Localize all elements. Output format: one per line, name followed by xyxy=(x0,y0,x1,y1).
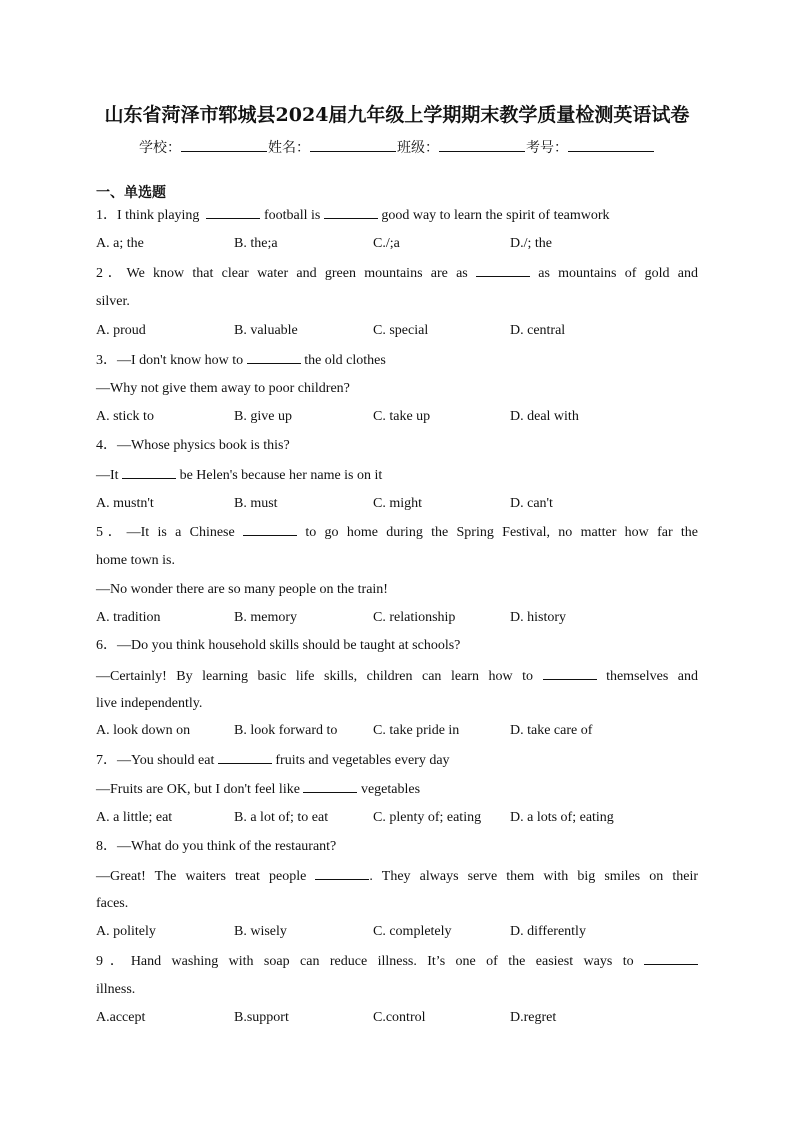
question-5-options xyxy=(96,610,698,626)
question-8-stem: 8．—What do you think of the restaurant? xyxy=(96,839,337,854)
question-9-options xyxy=(96,1010,698,1026)
option-d[interactable]: D. a lots of; eating xyxy=(510,810,614,825)
option-b[interactable]: B. memory xyxy=(234,610,297,625)
option-b[interactable]: B. look forward to xyxy=(234,723,338,738)
question-6-dialogue: —Certainly! By learning basic life skills, children can learn how to themselves and xyxy=(96,669,699,684)
option-c[interactable]: C. plenty of; eating xyxy=(373,810,482,825)
question-1-options xyxy=(96,236,698,252)
option-a[interactable]: A. a; the xyxy=(96,236,144,251)
question-4-dialogue: —It be Helen's because her name is on it xyxy=(96,468,383,483)
question-3-stem: 3．—I don't know how to the old clothes xyxy=(96,353,386,368)
question-2-stem: 2．We know that clear water and green mountains are as as mountains of gold and xyxy=(96,266,698,281)
question-8-dialogue-cont: faces. xyxy=(96,896,129,911)
answer-blank xyxy=(543,668,597,680)
option-b[interactable]: B.support xyxy=(234,1010,289,1025)
answer-blank xyxy=(243,524,297,536)
class-blank[interactable] xyxy=(439,141,525,152)
answer-blank xyxy=(315,868,369,880)
option-d[interactable]: D. differently xyxy=(510,924,586,939)
option-d[interactable]: D./; the xyxy=(510,236,552,251)
option-d[interactable]: D. deal with xyxy=(510,409,579,424)
option-c[interactable]: C. take pride in xyxy=(373,723,460,738)
class-label: 班级： xyxy=(397,140,439,156)
name-label: 姓名： xyxy=(268,140,310,156)
question-6-options xyxy=(96,723,698,739)
page-title: 山东省菏泽市郓城县2024届九年级上学期期末教学质量检测英语试卷 xyxy=(104,104,690,126)
name-blank[interactable] xyxy=(310,141,396,152)
question-6-stem: 6．—Do you think household skills should be taught at schools? xyxy=(96,638,461,653)
question-5-stem-cont: home town is. xyxy=(96,553,175,568)
option-d[interactable]: D. take care of xyxy=(510,723,593,738)
option-a[interactable]: A. tradition xyxy=(96,610,161,625)
option-b[interactable]: B. valuable xyxy=(234,323,298,338)
question-2-options xyxy=(96,323,698,339)
option-d[interactable]: D. can't xyxy=(510,496,553,511)
option-c[interactable]: C.control xyxy=(373,1010,426,1025)
option-a[interactable]: A. mustn't xyxy=(96,496,154,511)
option-c[interactable]: C. completely xyxy=(373,924,452,939)
answer-blank xyxy=(247,352,301,364)
answer-blank xyxy=(324,207,378,219)
answer-blank xyxy=(476,265,530,277)
option-d[interactable]: D. central xyxy=(510,323,566,338)
question-4-options xyxy=(96,496,698,512)
question-3-options xyxy=(96,409,698,425)
question-9-stem: 9．Hand washing with soap can reduce illness. It’s one of the easiest ways to xyxy=(96,953,698,970)
school-label: 学校： xyxy=(139,140,181,156)
answer-blank xyxy=(206,207,260,219)
exam-number-blank[interactable] xyxy=(568,141,654,152)
question-3-dialogue: —Why not give them away to poor children? xyxy=(96,381,350,396)
answer-blank xyxy=(644,953,698,965)
school-blank[interactable] xyxy=(181,141,267,152)
question-9-stem-cont: illness. xyxy=(96,982,136,997)
student-info-row xyxy=(0,137,794,157)
option-b[interactable]: B. wisely xyxy=(234,924,287,939)
option-b[interactable]: B. must xyxy=(234,496,278,511)
option-a[interactable]: A. stick to xyxy=(96,409,154,424)
question-4-stem: 4．—Whose physics book is this? xyxy=(96,438,290,453)
option-a[interactable]: A. a little; eat xyxy=(96,810,173,825)
option-c[interactable]: C./;a xyxy=(373,236,400,251)
question-8-dialogue: —Great! The waiters treat people . They always serve them with big smiles on their xyxy=(96,869,698,884)
question-6-dialogue-cont: live independently. xyxy=(96,696,203,711)
question-5-dialogue: —No wonder there are so many people on the train! xyxy=(96,582,388,597)
answer-blank xyxy=(122,467,176,479)
option-c[interactable]: C. special xyxy=(373,323,429,338)
question-2-stem-cont: silver. xyxy=(96,294,130,309)
option-d[interactable]: D. history xyxy=(510,610,566,625)
option-a[interactable]: A. politely xyxy=(96,924,156,939)
answer-blank xyxy=(303,781,357,793)
option-c[interactable]: C. might xyxy=(373,496,423,511)
section-heading: 一、单选题 xyxy=(96,185,166,201)
option-a[interactable]: A. look down on xyxy=(96,723,191,738)
question-7-dialogue: —Fruits are OK, but I don't feel like vegetables xyxy=(96,782,421,797)
question-8-options xyxy=(96,924,698,940)
option-b[interactable]: B. a lot of; to eat xyxy=(234,810,329,825)
question-7-options xyxy=(96,810,698,826)
option-b[interactable]: B. the;a xyxy=(234,236,278,251)
option-a[interactable]: A.accept xyxy=(96,1010,146,1025)
option-a[interactable]: A. proud xyxy=(96,323,146,338)
option-b[interactable]: B. give up xyxy=(234,409,292,424)
option-d[interactable]: D.regret xyxy=(510,1010,557,1025)
exam-number-label: 考号： xyxy=(526,140,568,156)
option-c[interactable]: C. relationship xyxy=(373,610,456,625)
question-1-stem: 1．I think playing football is good way to learn the spirit of teamwork xyxy=(96,208,610,223)
answer-blank xyxy=(218,752,272,764)
option-c[interactable]: C. take up xyxy=(373,409,431,424)
question-5-stem: 5．—It is a Chinese to go home during the Spring Festival, no matter how far the xyxy=(96,525,699,540)
question-7-stem: 7．—You should eat fruits and vegetables every day xyxy=(96,753,450,768)
